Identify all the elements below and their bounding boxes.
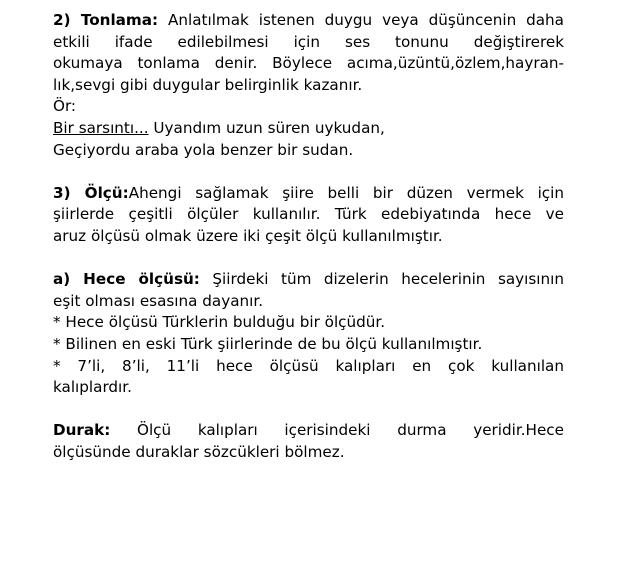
durak-line-2: ölçüsünde duraklar sözcükleri bölmez. — [53, 442, 345, 461]
hece-bullet-3-line-1: * 7’li, 8’li, 11’li hece ölçüsü kalıpları en çok kullanılan — [53, 356, 564, 375]
olcu-line-1-text: Ahengi sağlamak şiire belli bir düzen vermek için — [128, 183, 564, 202]
durak-line-1 — [53, 420, 564, 442]
durak-heading: Durak: — [53, 421, 111, 440]
tonlama-example-line-1 — [53, 118, 564, 140]
section-tonlama — [53, 10, 564, 161]
hece-bullet-2: * Bilinen en eski Türk şiirlerinde de bu ölçü kullanılmıştır. — [53, 334, 483, 353]
hece-line-1-text: Şiirdeki tüm dizelerin hecelerinin sayısının — [199, 270, 564, 289]
section-olcu — [53, 183, 564, 248]
hece-line-2: eşit olması esasına dayanır. — [53, 291, 264, 310]
tonlama-example-line-2: Geçiyordu araba yola benzer bir sudan. — [53, 140, 354, 159]
tonlama-line-3: okumaya tonlama denir. Böylece acıma,üzüntü,özlem,hayran- — [53, 54, 564, 73]
hece-bullet-3-line-2: kalıplardır. — [53, 378, 132, 397]
tonlama-line-1-text: Anlatılmak istenen duygu veya düşüncenin daha — [167, 11, 564, 29]
olcu-heading: 3) Ölçü: — [53, 183, 129, 202]
durak-line-1-text: Ölçü kalıpları içerisindeki durma yeridir.Hece — [110, 421, 564, 440]
tonlama-example-line-1-text: Uyandım uzun süren uykudan, — [148, 118, 385, 137]
section-durak — [53, 420, 564, 463]
tonlama-heading: 2) Tonlama: — [53, 11, 159, 29]
tonlama-line-2: etkili ifade edilebilmesi için ses tonunu değiştirerek — [53, 32, 564, 51]
document-page — [53, 10, 564, 463]
olcu-line-3: aruz ölçüsü olmak üzere iki çeşit ölçü kullanılmıştır. — [53, 226, 443, 245]
tonlama-line-4: lık,sevgi gibi duygular belirginlik kazanır. — [53, 75, 363, 94]
tonlama-example-underlined: Bir sarsıntı... — [53, 118, 149, 137]
hece-heading: a) Hece ölçüsü: — [53, 270, 200, 289]
olcu-line-1 — [53, 183, 564, 205]
section-hece-olcusu — [53, 269, 564, 399]
tonlama-example-label: Ör: — [53, 97, 77, 116]
tonlama-line-1 — [53, 10, 564, 32]
hece-line-1 — [53, 269, 564, 291]
olcu-line-2: şiirlerde çeşitli ölçüler kullanılır. Türk edebiyatında hece ve — [53, 205, 564, 224]
hece-bullet-1: * Hece ölçüsü Türklerin bulduğu bir ölçüdür. — [53, 313, 386, 332]
